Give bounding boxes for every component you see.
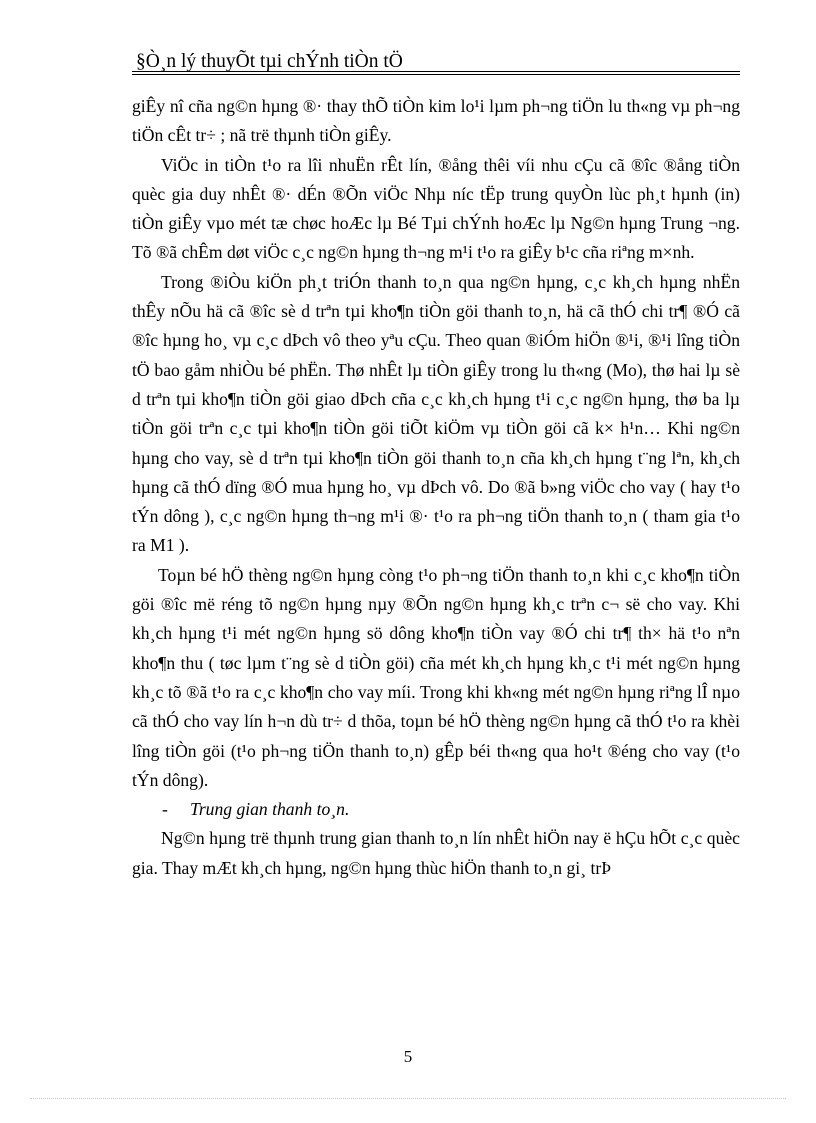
page-bottom-border [30, 1098, 786, 1099]
header-rule-thin [132, 74, 740, 75]
bullet-dash: - [162, 799, 168, 820]
running-header [132, 50, 740, 76]
paragraph-printing-money: ViÖc in tiÒn t¹o ra lîi nhuËn rÊt lín, ®ång thêi víi nhu cÇu cã ®îc ®ång tiÒn quèc gia duy nhÊt ®· dÉn ®Õn viÖc Nhµ níc tËp trung quyÒn lùc ph¸t hµnh (in) tiÒn giÊy vµo mét tæ chøc hoÆc lµ Bé Tµi chÝnh hoÆc lµ Ng©n hµng Trung ¬ng. Tõ ®ã chÊm døt viÖc c¸c ng©n hµng th¬ng m¹i t¹o ra giÊy b¹c cña riªng m×nh. [132, 154, 740, 263]
page-number: 5 [403, 1047, 413, 1066]
header-rule-thick [132, 71, 740, 72]
bullet-payment-intermediary [132, 795, 740, 824]
header-title: §Ò¸n lý thuyÕt tµi chÝnh tiÒn tÖ [136, 51, 403, 72]
paragraph-payment-intermediary: Ng©n hµng trë thµnh trung gian thanh to¸n lín nhÊt hiÖn nay ë hÇu hÕt c¸c quèc gia. Thay mÆt kh¸ch hµng, ng©n hµng thùc hiÖn thanh to¸n gi¸ trÞ [132, 828, 740, 878]
paragraph-bank-payments: Trong ®iÒu kiÖn ph¸t triÓn thanh to¸n qua ng©n hµng, c¸c kh¸ch hµng nhËn thÊy nÕu hä cã ®îc sè d trªn tµi kho¶n tiÒn göi thanh to¸n, hä cã thÓ chi tr¶ ®Ó cã ®îc hµng ho¸ vµ c¸c dÞch vô theo yªu cÇu. Theo quan ®iÓm hiÖn ®¹i, ®¹i lîng tiÒn tÖ bao gåm nhiÒu bé phËn. Thø nhÊt lµ tiÒn giÊy trong lu th«ng (Mo), thø hai lµ sè d trªn tµi kho¶n tiÒn göi giao dÞch cña c¸c kh¸ch hµng t¹i c¸c ng©n hµng, thø ba lµ tiÒn göi trªn c¸c tµi kho¶n tiÒn göi tiÕt kiÖm vµ tiÒn göi cã k× h¹n… Khi ng©n hµng cho vay, sè d trªn tµi kho¶n tiÒn göi thanh to¸n cña kh¸ch hµng t¨ng lªn, kh¸ch hµng cã thÓ dïng ®Ó mua hµng ho¸ vµ dÞch vô. Do ®ã b»ng viÖc cho vay ( hay t¹o tÝn dông ), c¸c ng©n hµng th¬ng m¹i ®· t¹o ra ph¬ng tiÖn thanh to¸n ( tham gia t¹o ra M1 ). [132, 271, 740, 556]
paragraph-continuation: giÊy nî cña ng©n hµng ®· thay thÕ tiÒn kim lo¹i lµm ph¬ng tiÖn lu th«ng vµ ph¬ng tiÖn cÊt tr÷ ; nã trë thµnh tiÒn giÊy. [132, 96, 740, 146]
bullet-text: Trung gian thanh to¸n. [190, 799, 350, 820]
body-text [132, 92, 740, 883]
paragraph-banking-system: Toµn bé hÖ thèng ng©n hµng còng t¹o ph¬ng tiÖn thanh to¸n khi c¸c kho¶n tiÒn göi ®îc më réng tõ ng©n hµng nµy ®Õn ng©n hµng kh¸c trªn c¬ së cho vay. Khi kh¸ch hµng t¹i mét ng©n hµng sö dông kho¶n tiÒn vay ®Ó chi tr¶ th× hä t¹o nªn kho¶n thu ( tøc lµm t¨ng sè d tiÒn göi) cña mét kh¸ch hµng kh¸c t¹i mét ng©n hµng kh¸c tõ ®ã t¹o ra c¸c kho¶n cho vay míi. Trong khi kh«ng mét ng©n hµng riªng lÎ nµo cã thÓ cho vay lín h¬n dù tr÷ d thõa, toµn bé hÖ thèng ng©n hµng cã thÓ t¹o ra khèi lîng tiÒn göi (t¹o ph¬ng tiÖn thanh to¸n) gÊp béi th«ng qua ho¹t ®éng cho vay (t¹o tÝn dông). [132, 564, 740, 790]
